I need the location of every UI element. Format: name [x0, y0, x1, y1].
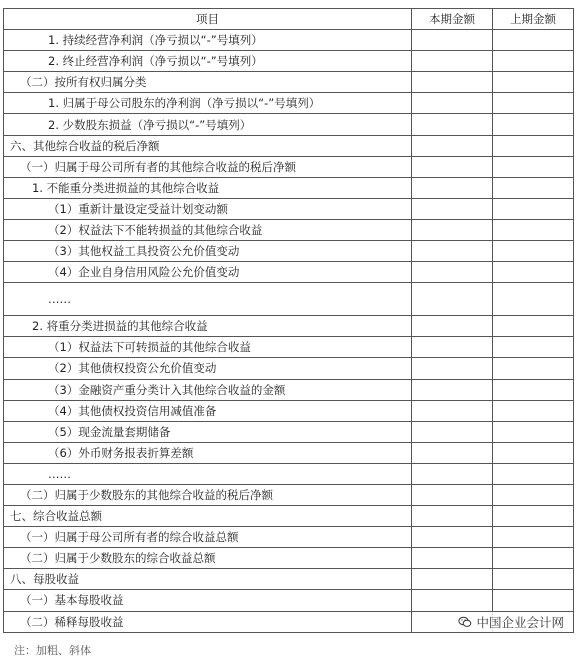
prior-amount-cell — [493, 156, 574, 177]
table-row — [4, 114, 574, 135]
header-prior-period: 上期金额 — [493, 9, 574, 30]
current-amount-cell — [412, 156, 493, 177]
table-row — [4, 316, 574, 337]
table-row — [4, 135, 574, 156]
footnote: 注：加粗、斜体 — [14, 644, 91, 657]
row-item-label: 1. 归属于母公司股东的净利润（净亏损以“-”号填列） — [4, 93, 412, 114]
prior-amount-cell — [493, 379, 574, 400]
table-row — [4, 219, 574, 240]
row-item-label: 八、每股收益 — [4, 569, 412, 590]
row-item-label: （5）现金流量套期储备 — [4, 421, 412, 442]
prior-amount-cell — [493, 135, 574, 156]
table-row — [4, 421, 574, 442]
current-amount-cell — [412, 241, 493, 262]
table-row — [4, 93, 574, 114]
current-amount-cell — [412, 135, 493, 156]
current-amount-cell — [412, 93, 493, 114]
current-amount-cell — [412, 590, 493, 611]
wechat-icon — [458, 615, 472, 629]
table-row — [4, 548, 574, 569]
current-amount-cell — [412, 442, 493, 463]
prior-amount-cell — [493, 114, 574, 135]
table-row — [4, 527, 574, 548]
prior-amount-cell — [493, 177, 574, 198]
row-item-label: 2. 少数股东损益（净亏损以“-”号填列） — [4, 114, 412, 135]
current-amount-cell — [412, 569, 493, 590]
table-row — [4, 358, 574, 379]
row-item-label: 2. 将重分类进损益的其他综合收益 — [4, 316, 412, 337]
row-item-label: （2）权益法下不能转损益的其他综合收益 — [4, 219, 412, 240]
current-amount-cell — [412, 400, 493, 421]
current-amount-cell — [412, 421, 493, 442]
row-item-label: （1）权益法下可转损益的其他综合收益 — [4, 337, 412, 358]
prior-amount-cell — [493, 590, 574, 611]
row-item-label: （二）归属于少数股东的其他综合收益的税后净额 — [4, 484, 412, 505]
current-amount-cell — [412, 114, 493, 135]
table-row — [4, 337, 574, 358]
row-item-label: …… — [4, 463, 412, 484]
current-amount-cell — [412, 316, 493, 337]
table-row — [4, 442, 574, 463]
row-item-label: （3）金融资产重分类计入其他综合收益的金额 — [4, 379, 412, 400]
prior-amount-cell — [493, 51, 574, 72]
current-amount-cell — [412, 262, 493, 283]
prior-amount-cell — [493, 198, 574, 219]
prior-amount-cell — [493, 421, 574, 442]
table-row — [4, 30, 574, 51]
current-amount-cell — [412, 484, 493, 505]
row-item-label: （4）其他债权投资信用减值准备 — [4, 400, 412, 421]
header-current-period: 本期金额 — [412, 9, 493, 30]
current-amount-cell — [412, 51, 493, 72]
row-item-label: 六、其他综合收益的税后净额 — [4, 135, 412, 156]
current-amount-cell — [412, 30, 493, 51]
table-row — [4, 198, 574, 219]
prior-amount-cell — [493, 527, 574, 548]
table-row — [4, 241, 574, 262]
row-item-label: （二）按所有权归属分类 — [4, 72, 412, 93]
row-item-label: （一）归属于母公司所有者的综合收益总额 — [4, 527, 412, 548]
prior-amount-cell — [493, 262, 574, 283]
table-row — [4, 283, 574, 316]
current-amount-cell — [412, 72, 493, 93]
current-amount-cell — [412, 379, 493, 400]
prior-amount-cell — [493, 358, 574, 379]
row-item-label: （2）其他债权投资公允价值变动 — [4, 358, 412, 379]
current-amount-cell — [412, 283, 493, 316]
watermark-text: 中国企业会计网 — [476, 615, 564, 630]
row-item-label: （二）稀释每股收益 — [4, 611, 412, 632]
table-row — [4, 590, 574, 611]
row-item-label: （3）其他权益工具投资公允价值变动 — [4, 241, 412, 262]
prior-amount-cell — [493, 337, 574, 358]
current-amount-cell — [412, 463, 493, 484]
row-item-label: 1. 不能重分类进损益的其他综合收益 — [4, 177, 412, 198]
prior-amount-cell — [493, 72, 574, 93]
table-row — [4, 51, 574, 72]
table-row — [4, 177, 574, 198]
current-amount-cell — [412, 198, 493, 219]
current-amount-cell — [412, 506, 493, 527]
prior-amount-cell — [493, 400, 574, 421]
table-row — [4, 463, 574, 484]
watermark — [456, 612, 566, 632]
header-item: 项目 — [4, 9, 412, 30]
row-item-label: （二）归属于少数股东的综合收益总额 — [4, 548, 412, 569]
prior-amount-cell — [493, 484, 574, 505]
table-row — [4, 262, 574, 283]
income-statement-table — [3, 8, 574, 633]
table-header-row — [4, 9, 574, 30]
table-row — [4, 72, 574, 93]
prior-amount-cell — [493, 463, 574, 484]
table-row — [4, 156, 574, 177]
current-amount-cell — [412, 337, 493, 358]
prior-amount-cell — [493, 30, 574, 51]
current-amount-cell — [412, 358, 493, 379]
prior-amount-cell — [493, 548, 574, 569]
table-row — [4, 400, 574, 421]
current-amount-cell — [412, 219, 493, 240]
current-amount-cell — [412, 548, 493, 569]
row-item-label: 1. 持续经营净利润（净亏损以“-”号填列） — [4, 30, 412, 51]
prior-amount-cell — [493, 93, 574, 114]
row-item-label: …… — [4, 283, 412, 316]
table-row — [4, 569, 574, 590]
row-item-label: （1）重新计量设定受益计划变动额 — [4, 198, 412, 219]
current-amount-cell — [412, 177, 493, 198]
prior-amount-cell — [493, 442, 574, 463]
table-row — [4, 506, 574, 527]
row-item-label: 2. 终止经营净利润（净亏损以“-”号填列） — [4, 51, 412, 72]
row-item-label: 七、综合收益总额 — [4, 506, 412, 527]
prior-amount-cell — [493, 219, 574, 240]
prior-amount-cell — [493, 283, 574, 316]
row-item-label: （4）企业自身信用风险公允价值变动 — [4, 262, 412, 283]
prior-amount-cell — [493, 241, 574, 262]
prior-amount-cell — [493, 316, 574, 337]
prior-amount-cell — [493, 506, 574, 527]
current-amount-cell — [412, 527, 493, 548]
prior-amount-cell — [493, 569, 574, 590]
table-row — [4, 379, 574, 400]
row-item-label: （6）外币财务报表折算差额 — [4, 442, 412, 463]
row-item-label: （一）基本每股收益 — [4, 590, 412, 611]
table-row — [4, 484, 574, 505]
row-item-label: （一）归属于母公司所有者的其他综合收益的税后净额 — [4, 156, 412, 177]
